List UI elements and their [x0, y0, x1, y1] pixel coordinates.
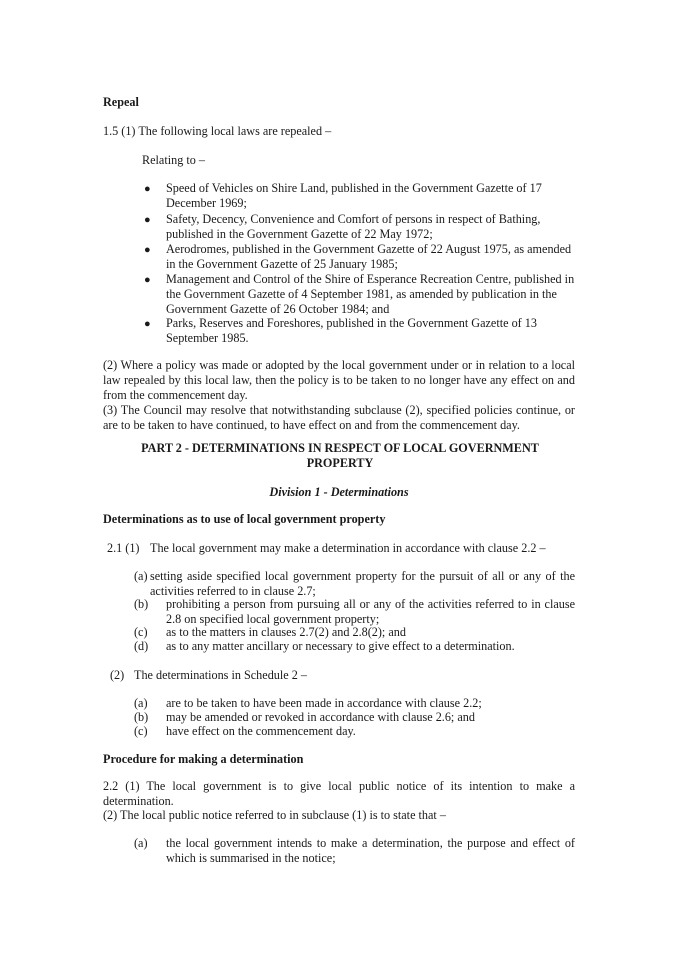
repeal-item: Management and Control of the Shire of Esperance Recreation Centre, published in the Government Gazette of 4 September 1981, as amended by publication in the Government Gazette of 26 October 1984; and — [166, 272, 575, 316]
procedure-heading: Procedure for making a determination — [103, 752, 304, 766]
item-label: (c) — [134, 625, 148, 639]
determinations-heading: Determinations as to use of local government property — [103, 512, 386, 526]
item-label: (a) — [134, 836, 148, 850]
item-text: setting aside specified local government property for the pursuit of all or any of the activities referred to in clause 2.7; — [150, 569, 575, 598]
division-title: Division 1 - Determinations — [269, 485, 409, 499]
bullet-icon: ● — [144, 244, 151, 256]
bullet-icon: ● — [144, 274, 151, 286]
item-label: (c) — [134, 724, 148, 738]
bullet-icon: ● — [144, 183, 151, 195]
item-label: (a) — [134, 696, 148, 710]
bullet-icon: ● — [144, 214, 151, 226]
item-label: (b) — [134, 597, 149, 611]
repeal-item: Safety, Decency, Convenience and Comfort of persons in respect of Bathing, published in the Government Gazette of 22 May 1972; — [166, 212, 541, 241]
item-text: prohibiting a person from pursuing all or any of the activities referred to in clause 2.8 on specified local government property; — [166, 597, 575, 626]
item-label: (d) — [134, 639, 149, 653]
item-text: as to any matter ancillary or necessary to give effect to a determination. — [166, 639, 515, 653]
repeal-heading: Repeal — [103, 95, 139, 109]
repeal-item: Speed of Vehicles on Shire Land, published in the Government Gazette of 17 December 1969; — [166, 181, 542, 210]
bullet-icon: ● — [144, 318, 151, 330]
procedure-para-2: (2) The local public notice referred to in subclause (1) is to state that – — [103, 808, 446, 822]
part-title: PART 2 - DETERMINATIONS IN RESPECT OF LOCAL GOVERNMENT PROPERTY — [141, 441, 539, 470]
item-text: have effect on the commencement day. — [166, 724, 356, 738]
repeal-item: Aerodromes, published in the Government Gazette of 22 August 1975, as amended in the Government Gazette of 25 January 1985; — [166, 242, 572, 271]
item-text: as to the matters in clauses 2.7(2) and 2.8(2); and — [166, 625, 406, 639]
item-label: (a) — [134, 569, 148, 583]
subclause-text: The determinations in Schedule 2 – — [134, 668, 307, 682]
repeal-intro: 1.5 (1) The following local laws are repealed – — [103, 124, 332, 138]
item-text: may be amended or revoked in accordance with clause 2.6; and — [166, 710, 475, 724]
item-label: (b) — [134, 710, 149, 724]
clause-text: The local government may make a determination in accordance with clause 2.2 – — [150, 541, 546, 555]
relating-to: Relating to – — [142, 153, 205, 167]
repeal-item: Parks, Reserves and Foreshores, published in the Government Gazette of 13 September 1985. — [166, 316, 537, 345]
item-text: the local government intends to make a determination, the purpose and effect of which is summarised in the notice; — [166, 836, 575, 865]
repeal-para-3: (3) The Council may resolve that notwithstanding subclause (2), specified policies continue, or are to be taken to have continued, to have effect on and from the commencement day. — [103, 403, 575, 432]
procedure-para-1: 2.2 (1) The local government is to give local public notice of its intention to make a determination. — [103, 779, 575, 808]
item-text: are to be taken to have been made in accordance with clause 2.2; — [166, 696, 482, 710]
repeal-para-2: (2) Where a policy was made or adopted by the local government under or in relation to a local law repealed by this local law, then the policy is to be taken to no longer have any effect on and from the commencement day. — [103, 358, 575, 402]
clause-number: 2.1 (1) — [107, 541, 140, 555]
determination-item — [150, 569, 575, 599]
subclause-number: (2) — [110, 668, 125, 682]
